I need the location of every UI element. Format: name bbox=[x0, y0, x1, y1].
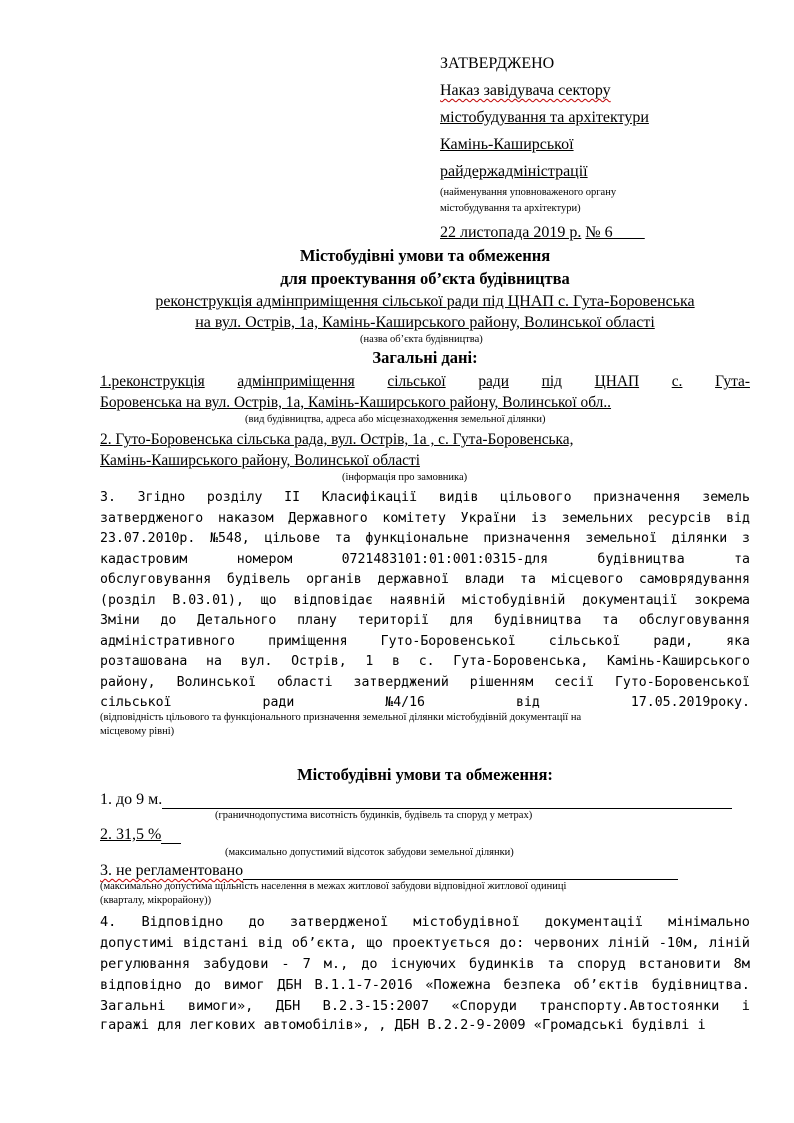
p4-word: споруд bbox=[576, 956, 626, 972]
p3-word: номером bbox=[236, 551, 293, 567]
object-name-line-2: на вул. Острів, 1а, Камінь-Каширського району, Волинської області bbox=[195, 314, 655, 331]
p3-word: яка bbox=[726, 633, 750, 649]
p3-line-8 bbox=[100, 632, 750, 653]
general-p1-hint: (вид будівництва, адреса або місцезнаходження земельної ділянки) bbox=[245, 414, 546, 425]
p4-word: документації bbox=[544, 914, 643, 930]
p4-word: та bbox=[547, 956, 564, 972]
doc-title: Містобудівні умови та обмеження bbox=[299, 246, 551, 265]
p4-word: «Пожежна bbox=[425, 977, 491, 993]
p3-word: району, bbox=[100, 674, 156, 690]
p4-word: що bbox=[366, 935, 383, 951]
p3-word: В.03.01), bbox=[172, 592, 244, 608]
p3-word: Зміни bbox=[100, 613, 140, 628]
general-p2-hint: (інформація про замовника) bbox=[342, 472, 468, 483]
p3-word: наявній bbox=[389, 592, 446, 608]
general-p3-hint-2: місцевому рівні) bbox=[100, 726, 175, 737]
p3-word: сесії bbox=[554, 674, 594, 690]
order-line-1: Наказ завідувача сектору bbox=[440, 82, 611, 99]
p1-word: ради bbox=[478, 373, 509, 390]
p4-word: затвердженої bbox=[289, 914, 389, 930]
p3-line-10 bbox=[100, 673, 750, 694]
p4-word: мінімально bbox=[668, 914, 750, 930]
p3-word: земель bbox=[702, 490, 750, 505]
p4-word: містобудівної bbox=[413, 914, 520, 930]
p4-word: Відповідно bbox=[141, 914, 224, 930]
p3-word: та bbox=[602, 613, 619, 628]
p4-line-3 bbox=[100, 954, 750, 975]
p3-word: України bbox=[460, 510, 517, 526]
p3-word: органів bbox=[306, 572, 362, 587]
p4-word: 4. bbox=[100, 914, 117, 930]
p4-word: відстані bbox=[183, 935, 249, 951]
p4-word: «Споруди bbox=[451, 998, 517, 1014]
p3-word: на bbox=[206, 654, 222, 669]
p4-word: ліній bbox=[708, 935, 750, 951]
p3-word: цільове bbox=[264, 531, 321, 546]
authority-hint-1: (найменування уповноваженого органу bbox=[440, 187, 617, 198]
p3-word: II bbox=[284, 490, 301, 505]
order-date: 22 листопада 2019 р. bbox=[440, 224, 582, 241]
p3-line-11 bbox=[100, 693, 750, 714]
p4-word: транспорту.Автостоянки bbox=[539, 998, 720, 1014]
general-p1 bbox=[100, 373, 750, 391]
p3-word: ділянки bbox=[671, 531, 728, 546]
p3-word: Класифікації bbox=[321, 490, 418, 505]
p3-word: Камінь-Каширського bbox=[606, 654, 750, 669]
p3-line-6 bbox=[100, 591, 750, 612]
p3-line-9 bbox=[100, 652, 750, 673]
p1-word: під bbox=[541, 373, 562, 390]
p3-word: ради, bbox=[653, 633, 694, 649]
general-p3 bbox=[100, 488, 750, 714]
conditions-p4-last: гаражі для легкових автомобілів», , ДБН В.2.2-9-2009 «Громадські будівлі і bbox=[100, 1017, 706, 1033]
p3-word: Гуто-Боровенської bbox=[380, 633, 516, 649]
p3-word: комітету bbox=[382, 510, 446, 526]
p3-word: території bbox=[357, 613, 429, 628]
p4-word: В.1.1-7-2016 bbox=[314, 977, 413, 993]
order-line-3: Камінь-Каширської bbox=[440, 136, 574, 153]
order-number: № 6____ bbox=[585, 224, 645, 241]
p4-word: - bbox=[281, 956, 290, 972]
p3-word: земельної bbox=[585, 531, 657, 546]
p3-word: що bbox=[260, 592, 277, 608]
p3-word: в bbox=[392, 654, 400, 669]
p4-word: будинків bbox=[468, 956, 535, 972]
general-p1-line-1 bbox=[100, 373, 750, 391]
p1-word: сільської bbox=[387, 373, 446, 390]
p4-word: -10м, bbox=[658, 935, 700, 951]
p4-word: об’єкта, bbox=[291, 935, 358, 951]
condition-height-value: 1. до 9 м. bbox=[100, 791, 163, 808]
p4-word: існуючих bbox=[390, 956, 457, 972]
conditions-p4 bbox=[100, 912, 750, 1017]
p4-word: відповідно bbox=[100, 977, 182, 993]
p4-word: ліній bbox=[608, 935, 650, 951]
p3-line-7 bbox=[100, 611, 750, 632]
p3-word: містобудівній bbox=[462, 592, 566, 608]
p3-word: приміщення bbox=[268, 633, 348, 649]
p4-word: і bbox=[741, 998, 750, 1014]
p3-word: цільового bbox=[500, 490, 572, 505]
p4-word: 7 bbox=[302, 956, 311, 972]
p3-word: ресурсів bbox=[647, 510, 712, 526]
condition-height-underline bbox=[162, 794, 732, 809]
object-name-line-1: реконструкція адмінприміщення сільської ради під ЦНАП с. Гута-Боровенська bbox=[155, 293, 695, 310]
p3-word: та bbox=[520, 572, 536, 587]
p3-line-1 bbox=[100, 488, 750, 509]
p3-word: адміністративного bbox=[100, 633, 235, 649]
p4-word: В.2.3-15:2007 bbox=[322, 998, 430, 1014]
p3-line-3 bbox=[100, 529, 750, 550]
order-line-4: райдержадміністрації bbox=[440, 163, 588, 180]
p4-word: від bbox=[257, 935, 283, 951]
p3-word: №548, bbox=[210, 531, 250, 546]
p3-word: та bbox=[334, 531, 351, 546]
condition-density-hint-1: (максимально допустима щільність населення в межах житлової забудови відповідної житлової одиниці bbox=[100, 881, 567, 892]
condition-density-value: 3. не регламентовано bbox=[100, 862, 244, 879]
p3-word: Детального bbox=[196, 613, 277, 628]
p3-word: та bbox=[734, 551, 750, 567]
p4-word: забудови bbox=[202, 956, 269, 972]
p3-word: призначення bbox=[483, 531, 571, 546]
p3-word: (розділ bbox=[100, 592, 156, 608]
p3-word: самоврядування bbox=[638, 572, 750, 587]
p3-word: області bbox=[276, 674, 333, 690]
approved-label: ЗАТВЕРДЖЕНО bbox=[440, 55, 555, 72]
p3-word: земельних bbox=[561, 510, 634, 526]
p3-word: наказом bbox=[217, 510, 274, 526]
p3-word: будівель bbox=[226, 572, 291, 587]
p3-word: затвердженого bbox=[100, 510, 204, 526]
p3-word: відповідає bbox=[293, 592, 373, 608]
condition-coverage-underline bbox=[161, 829, 181, 844]
p4-line-5 bbox=[100, 996, 750, 1017]
p3-line-5 bbox=[100, 570, 750, 591]
p3-word: видів bbox=[438, 490, 479, 505]
p3-word: рішенням bbox=[469, 674, 534, 690]
p1-word: Гута- bbox=[715, 373, 750, 390]
p1-word: с. bbox=[671, 373, 683, 390]
p3-word: функціональне bbox=[365, 531, 469, 546]
p4-line-2 bbox=[100, 933, 750, 954]
p3-word: розташована bbox=[100, 654, 188, 669]
p3-word: 23.07.2010р. bbox=[100, 531, 196, 546]
p4-word: безпека bbox=[503, 977, 561, 993]
p3-word: затверджений bbox=[353, 674, 449, 690]
condition-density-underline bbox=[243, 865, 678, 880]
p3-word: до bbox=[160, 613, 177, 628]
p3-word: сільської bbox=[100, 695, 172, 710]
p3-word: документації bbox=[582, 592, 678, 608]
condition-density-hint-2: (кварталу, мікрорайону)) bbox=[100, 895, 212, 906]
general-p1-line-2: Боровенська на вул. Острів, 1а, Камінь-Каширського району, Волинської обл.. bbox=[100, 394, 612, 411]
p4-word: ДБН bbox=[277, 977, 302, 993]
p3-word: державної bbox=[377, 572, 449, 587]
p4-line-1 bbox=[100, 912, 750, 933]
p3-word: обслуговування bbox=[638, 613, 750, 628]
approval-stamp bbox=[440, 50, 750, 246]
p1-word: ЦНАП bbox=[594, 373, 640, 390]
p4-word: будівництва. bbox=[651, 977, 750, 993]
p3-word: ради bbox=[262, 695, 295, 710]
order-line-2: містобудування та архітектури bbox=[440, 109, 649, 126]
p4-word: регулювання bbox=[100, 956, 191, 972]
p3-word: Острів, bbox=[291, 654, 347, 669]
p3-word: місцевого bbox=[551, 572, 624, 587]
p3-line-4 bbox=[100, 550, 750, 571]
p3-word: 0721483101:01:001:0315-для bbox=[341, 551, 549, 567]
p4-word: до bbox=[194, 977, 211, 993]
p4-word: вимог bbox=[223, 977, 265, 993]
p4-word: 8м bbox=[733, 956, 750, 972]
general-p2-line-2: Камінь-Каширського району, Волинської області bbox=[100, 452, 420, 469]
general-heading: Загальні дані: bbox=[372, 348, 478, 367]
p1-word: 1.реконструкція bbox=[100, 373, 205, 390]
p3-word: кадастровим bbox=[100, 551, 188, 567]
p4-word: до bbox=[361, 956, 378, 972]
p3-word: 3. bbox=[100, 490, 116, 505]
p3-word: для bbox=[449, 613, 474, 628]
p3-word: Гута-Боровенська, bbox=[453, 654, 589, 669]
p3-word: від bbox=[726, 510, 750, 526]
p3-word: Гуто-Боровенської bbox=[614, 674, 750, 690]
p4-word: ДБН bbox=[275, 998, 301, 1014]
object-hint: (назва об’єкта будівництва) bbox=[360, 334, 483, 345]
p4-word: Загальні bbox=[100, 998, 166, 1014]
p4-word: допустимі bbox=[100, 935, 174, 951]
p3-word: від bbox=[516, 695, 540, 710]
p3-word: призначення bbox=[593, 490, 681, 505]
general-p2-line-1: 2. Гуто-Боровенська сільська рада, вул. Острів, 1а , с. Гута-Боровенська, bbox=[100, 431, 574, 448]
p3-word: 1 bbox=[365, 654, 374, 669]
p3-word: зокрема bbox=[694, 592, 750, 608]
general-p3-hint-1: (відповідність цільового та функціонального призначення земельної ділянки містобудівній документації на bbox=[100, 712, 582, 723]
p3-word: №4/16 bbox=[385, 695, 425, 710]
condition-coverage-value: 2. 31,5 % bbox=[100, 826, 162, 843]
p4-word: м., bbox=[323, 956, 349, 972]
p3-word: вул. bbox=[240, 654, 273, 669]
p3-word: з bbox=[741, 531, 750, 546]
p3-word: із bbox=[530, 510, 547, 526]
p4-word: до: bbox=[499, 935, 525, 951]
p3-word: Волинської bbox=[176, 674, 256, 690]
p3-word: плану bbox=[297, 613, 337, 628]
p3-word: Згідно bbox=[137, 490, 186, 505]
p4-line-4 bbox=[100, 975, 750, 996]
p4-word: встановити bbox=[638, 956, 721, 972]
p4-word: об’єктів bbox=[573, 977, 639, 993]
authority-hint-2: містобудування та архітектури) bbox=[440, 203, 581, 214]
p3-word: влади bbox=[464, 572, 505, 587]
p4-word: до bbox=[248, 914, 265, 930]
p4-word: проектується bbox=[392, 935, 491, 951]
p3-word: Державного bbox=[288, 510, 368, 526]
p3-word: с. bbox=[418, 654, 435, 669]
p3-word: сільської bbox=[548, 633, 621, 649]
p3-word: будівництва bbox=[597, 551, 685, 567]
p4-word: вимоги», bbox=[187, 998, 254, 1014]
p3-word: будівництва bbox=[494, 613, 582, 628]
p3-line-2 bbox=[100, 509, 750, 530]
p1-word: адмінприміщення bbox=[237, 373, 355, 390]
p4-word: червоних bbox=[533, 935, 600, 951]
condition-coverage-hint: (максимально допустимий відсоток забудови земельної ділянки) bbox=[225, 847, 514, 858]
doc-subtitle: для проектування об’єкта будівництва bbox=[280, 269, 570, 288]
p3-word: розділу bbox=[206, 490, 263, 505]
p3-word: 17.05.2019року. bbox=[630, 695, 750, 710]
conditions-heading: Містобудівні умови та обмеження: bbox=[297, 765, 553, 784]
condition-height-hint: (граничнодопустима висотність будинків, будівель та споруд у метрах) bbox=[215, 810, 533, 821]
p3-word: обслуговування bbox=[100, 572, 212, 587]
